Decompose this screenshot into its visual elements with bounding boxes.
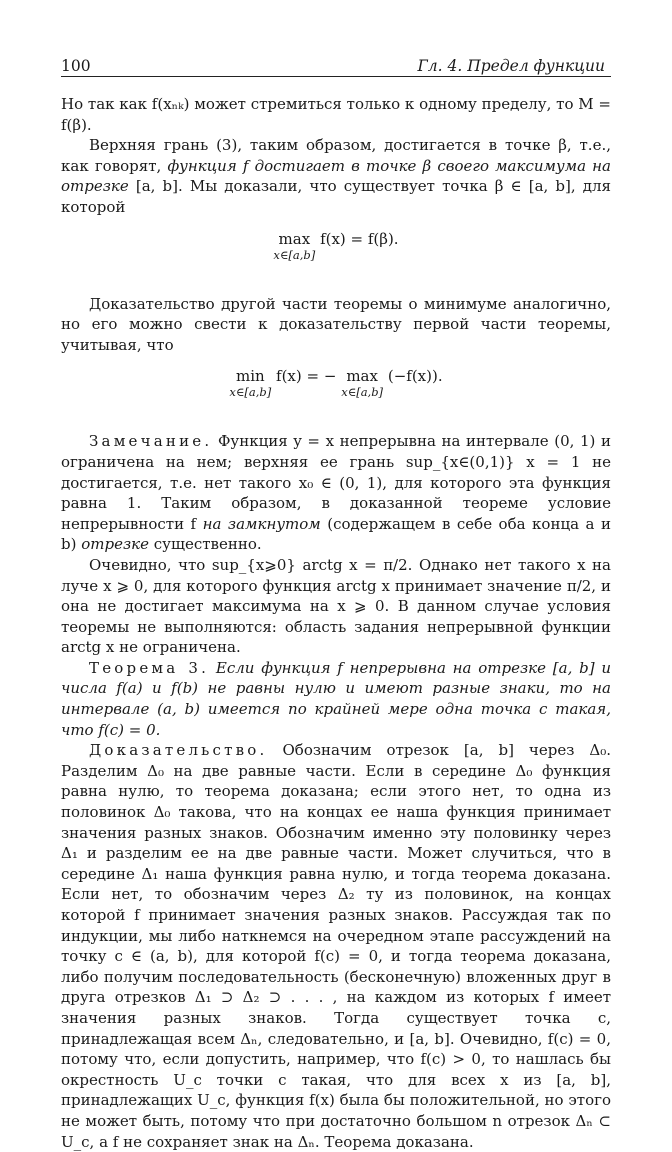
theorem-paragraph — [61, 658, 611, 740]
formula-max-subscript: x∈[a,b] — [273, 247, 316, 262]
proof-text: Обозначим отрезок [a, b] через Δ₀. Разделим Δ₀ на две равные части. Если в середине Δ₀ функция равна нулю, то теорема доказана; если этого нет, то одна из половинок Δ₀ такова, что на концах ее наша функция принимает значения разных знаков. Обозначим именно эту половинку через Δ₁ и разделим ее на две равные части. Может случиться, что в середине Δ₁ наша функция равна нулю, и тогда теорема доказана. Если нет, то обозначим через Δ₂ ту из половинок, на концах которой f принимает значения разных знаков. Рассуждая так по индукции, мы либо наткнемся на очередном этапе рассуждений на точку c ∈ (a, b), для которой f(c) = 0, и тогда теорема доказана, либо получим последовательность (бесконечную) вложенных друг в друга отрезков Δ₁ ⊃ Δ₂ ⊃ . . . , на каждом из которых f имеет значения разных знаков. Тогда существует точка c, принадлежащая всем Δₙ, следовательно, и [a, b]. Очевидно, f(c) = 0, потому что, если допустить, например, что f(c) > 0, то нашлась бы окрестность U_c точки c такая, что для всех x из [a, b], принадлежащих U_c, функция f(x) была бы положительной, но этого не может быть, потому что при достаточно большом n отрезок Δₙ ⊂ U_c, а f не сохраняет знак на Δₙ. Теорема доказана. — [61, 741, 611, 1151]
paragraph-2-end: [a, b]. Мы доказали, что существует точка β ∈ [a, b], для которой — [61, 177, 611, 216]
paragraph-2-text: Верхняя грань (3), таким образом, достигается в точке β, т.е., как говорят, — [61, 136, 611, 175]
paragraph-1: Но так как f(xₙₖ) может стремиться только к одному пределу, то M = f(β). — [61, 95, 611, 134]
remark-paragraph — [61, 431, 611, 555]
paragraph-2-italic: функция f достигает в точке β своего максимума на отрезке — [61, 156, 611, 196]
formula-min-rest: (−f(x)). — [387, 367, 443, 386]
proof-label: Доказательство. — [89, 741, 268, 760]
remark-label: Замечание. — [89, 432, 213, 451]
theorem-label: Теорема 3. — [89, 658, 210, 677]
formula-min-max-subscript: x∈[a,b] — [341, 385, 384, 400]
remark-text-1: Функция y = x непрерывна на интервале (0, 1) и ограничена на нем; верхняя ее грань sup_{x∈(0,1)} x = 1 не достигается, т.е. нет такого x₀ ∈ (0, 1), для которого эта функция равна 1. Таким образом, в доказанной теореме условие непрерывности f — [61, 432, 611, 533]
formula-max-rest: f(x) = f(β). — [320, 229, 399, 248]
remark-italic-1: на замкнутом — [202, 514, 321, 533]
header-rule — [61, 76, 611, 77]
theorem-text: Если функция f непрерывна на отрезке [a, b] и числа f(a) и f(b) не равны нулю и имеют разные знаки, то на интервале (a, b) имеется по крайней мере одна точка c такая, что f(c) = 0. — [61, 658, 611, 739]
formula-min-max-operator: max x∈[a,b] — [341, 367, 384, 400]
formula-min-middle: f(x) = − — [276, 367, 337, 386]
page-number: 100 — [61, 57, 91, 75]
formula-max-operator: max x∈[a,b] — [273, 229, 316, 262]
formula-max — [61, 230, 611, 276]
book-page — [61, 56, 611, 1152]
remark-text-3: существенно. — [153, 535, 262, 554]
remark-italic-2: отрезке — [81, 535, 149, 554]
remark-text-2: (содержащем в себе оба конца a и b) — [61, 514, 611, 554]
paragraph-2 — [61, 135, 611, 217]
formula-min-subscript: x∈[a,b] — [229, 385, 272, 400]
paragraph-5: Очевидно, что sup_{x⩾0} arctg x = π/2. Однако нет такого x на луче x ⩾ 0, для которого функция arctg x принимает значение π/2, и она не достигает максимума на x ⩾ 0. В данном случае условия теоремы не выполняются: область задания непрерывной функции arctg x не ограничена. — [61, 555, 611, 657]
formula-min — [61, 367, 611, 413]
running-header — [61, 56, 611, 76]
chapter-title: Гл. 4. Предел функции — [417, 57, 605, 75]
proof-paragraph — [61, 740, 611, 1152]
paragraph-3: Доказательство другой части теоремы о минимуме аналогично, но его можно свести к доказательству первой части теоремы, учитывая, что — [61, 294, 611, 354]
page-body — [61, 94, 611, 1152]
formula-min-operator: min x∈[a,b] — [229, 367, 272, 400]
